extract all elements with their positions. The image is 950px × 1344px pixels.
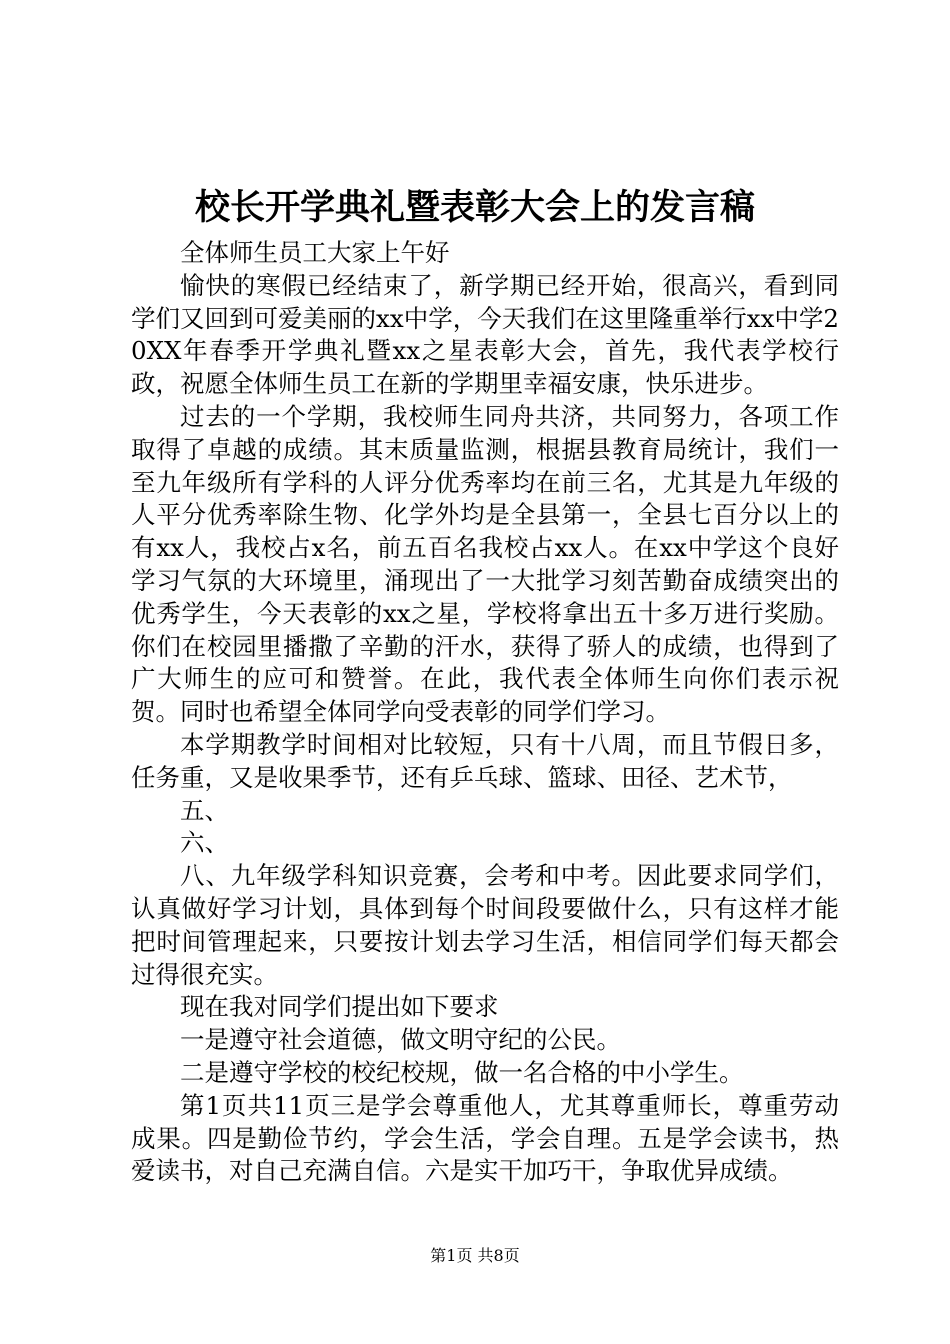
- paragraph-achievements: 过去的一个学期，我校师生同舟共济，共同努力，各项工作取得了卓越的成绩。其末质量监测，根据县教育局统计，我们一至九年级所有学科的人评分优秀率均在前三名，尤其是九年级的人平分优秀率除生物、化学外均是全县第一，全县七百分以上的有xx人，我校占x名，前五百名我校占xx人。在xx中学这个良好学习气氛的大环境里，涌现出了一大批学习刻苦勤奋成绩突出的优秀学生，今天表彰的xx之星，学校将拿出五十多万进行奖励。你们在校园里播撒了辛勤的汗水，获得了骄人的成绩，也得到了广大师生的应可和赞誉。在此，我代表全体师生向你们表示祝贺。同时也希望全体同学向受表彰的同学们学习。: [131, 401, 839, 727]
- paragraph-study-plan: 八、九年级学科知识竞赛，会考和中考。因此要求同学们，认真做好学习计划，具体到每个时间段要做什么，只有这样才能把时间管理起来，只要按计划去学习生活，相信同学们每天都会过得很充实。: [131, 861, 839, 989]
- page-footer: 第1页 共8页: [430, 1246, 520, 1265]
- document-body: [131, 237, 839, 1188]
- paragraph-requirement-one: 一是遵守社会道德，做文明守纪的公民。: [180, 1025, 621, 1055]
- paragraph-item-five: 五、: [180, 795, 229, 825]
- paragraph-requirement-two: 二是遵守学校的校纪校规，做一名合格的中小学生。: [180, 1057, 744, 1087]
- paragraph-requirements-rest: 第1页共11页三是学会尊重他人，尤其尊重师长，尊重劳动成果。四是勤俭节约，学会生活，学会自理。五是学会读书，热爱读书，对自己充满自信。六是实干加巧干，争取优异成绩。: [131, 1090, 839, 1186]
- paragraph-item-six: 六、: [180, 828, 229, 858]
- paragraph-opening: 愉快的寒假已经结束了，新学期已经开始，很高兴，看到同学们又回到可爱美丽的xx中学，今天我们在这里隆重举行xx中学20XX年春季开学典礼暨xx之星表彰大会，首先，我代表学校行政，祝愿全体师生员工在新的学期里幸福安康，快乐进步。: [131, 270, 839, 399]
- paragraph-greeting: 全体师生员工大家上午好: [180, 238, 450, 267]
- document-title: 校长开学典礼暨表彰大会上的发言稿: [194, 187, 755, 228]
- paragraph-semester-schedule: 本学期教学时间相对比较短，只有十八周，而且节假日多，任务重，又是收果季节，还有乒乓球、篮球、田径、艺术节，: [131, 729, 839, 792]
- paragraph-requirements-intro: 现在我对同学们提出如下要求: [180, 992, 499, 1022]
